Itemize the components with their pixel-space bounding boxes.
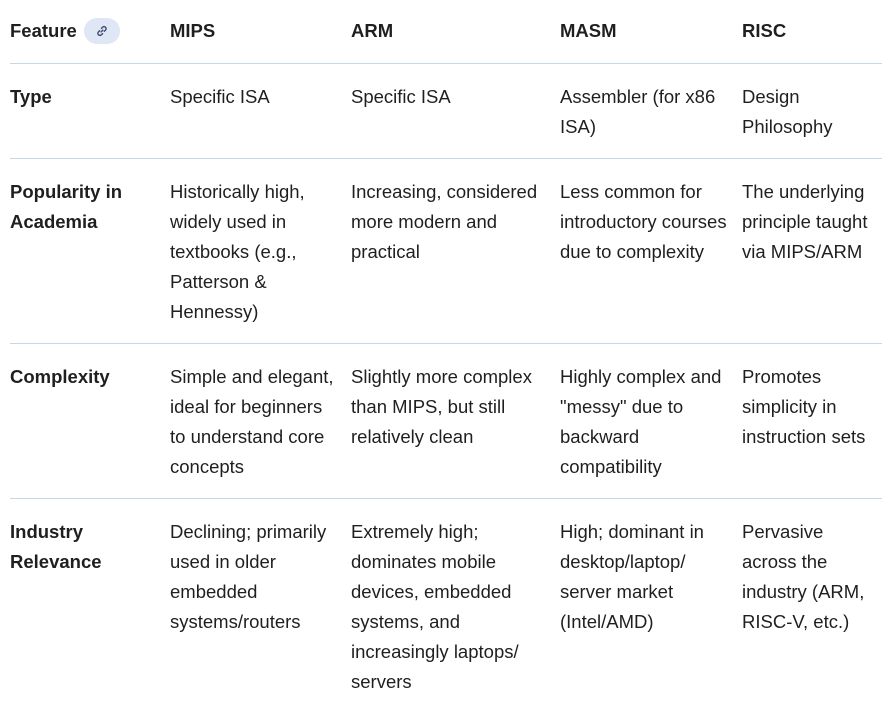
cell-risc: Promotes simplicity in instruction sets bbox=[742, 344, 882, 499]
row-feature-label: Industry Relevance bbox=[10, 521, 102, 572]
cell-arm: Slightly more complex than MIPS, but still relatively clean bbox=[351, 344, 560, 499]
cell-masm: Assembler (for x86 ISA) bbox=[560, 64, 742, 159]
header-feature bbox=[10, 0, 170, 64]
cell-risc: Design Philosophy bbox=[742, 64, 882, 159]
cell-mips: Simple and elegant, ideal for beginners to understand core concepts bbox=[170, 344, 351, 499]
cell-arm: Increasing, considered more modern and practical bbox=[351, 159, 560, 344]
row-feature-label: Popularity in Academia bbox=[10, 159, 170, 344]
link-icon-glyph bbox=[95, 24, 109, 38]
cell-mips: Historically high, widely used in textbooks (e.g., Patterson & Hennessy) bbox=[170, 159, 351, 344]
cell-masm: Highly complex and "messy" due to backward compatibility bbox=[560, 344, 742, 499]
header-arm: ARM bbox=[351, 0, 560, 64]
table-row bbox=[10, 64, 882, 159]
cell-mips: Specific ISA bbox=[170, 64, 351, 159]
table-header-row bbox=[10, 0, 882, 64]
header-masm: MASM bbox=[560, 0, 742, 64]
row-feature-label: Complexity bbox=[10, 344, 170, 499]
header-mips: MIPS bbox=[170, 0, 351, 64]
table-row bbox=[10, 499, 882, 714]
cell-arm: Specific ISA bbox=[351, 64, 560, 159]
cell-masm: High; dominant in desktop/laptop/ server market (Intel/AMD) bbox=[560, 521, 704, 632]
cell-mips: Declining; primarily used in older embedded systems/routers bbox=[170, 521, 327, 632]
header-risc: RISC bbox=[742, 0, 882, 64]
header-feature-label: Feature bbox=[10, 20, 77, 41]
row-feature-label: Type bbox=[10, 64, 170, 159]
cell-arm: Extremely high; dominates mobile devices, embedded systems, and increasingly laptops/ servers bbox=[351, 521, 519, 692]
cell-risc: The underlying principle taught via MIPS/ARM bbox=[742, 159, 882, 344]
comparison-table bbox=[10, 0, 882, 713]
cell-masm: Less common for introductory courses due to complexity bbox=[560, 159, 742, 344]
cell-risc: Pervasive across the industry (ARM, RISC-V, etc.) bbox=[742, 521, 865, 632]
table-row bbox=[10, 344, 882, 499]
table-row bbox=[10, 159, 882, 344]
link-icon[interactable] bbox=[84, 18, 120, 44]
